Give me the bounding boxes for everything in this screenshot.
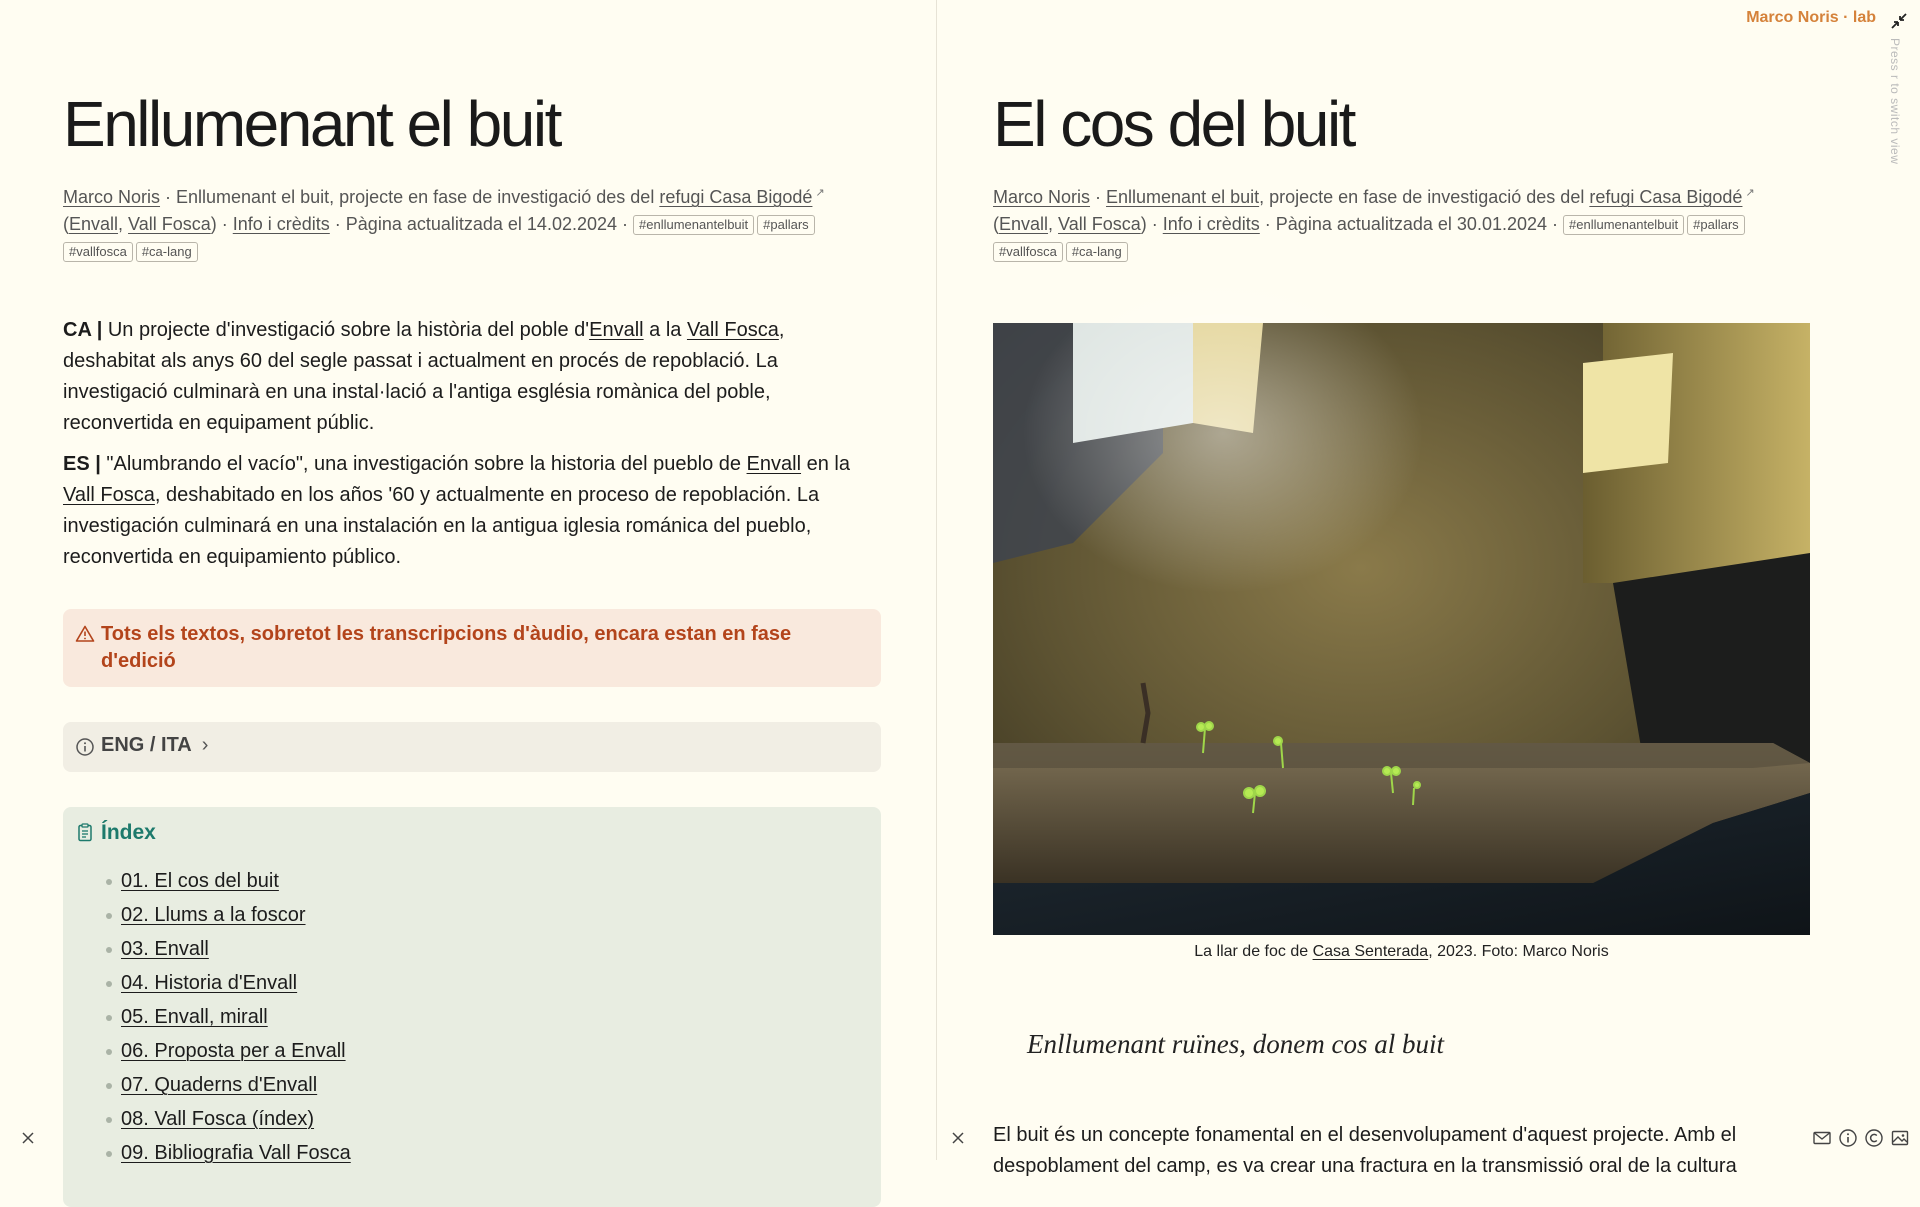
body-paragraph: El buit és un concepte fonamental en el desenvolupament d'aquest projecte. Amb el despoblament del camp, es va crear una fractura en la transmissió oral de la cultura bbox=[993, 1124, 1737, 1177]
index-item[interactable] bbox=[121, 1136, 867, 1170]
index-link[interactable]: 02. Llums a la foscor bbox=[121, 904, 306, 926]
text: , deshabitado en los años '60 y actualmente en proceso de repoblación. La investigación culminará en una instalación en la antigua iglesia románica del pueblo, reconvertida en equipamiento público. bbox=[63, 484, 820, 568]
envall-link[interactable]: Envall bbox=[589, 319, 644, 341]
index-item[interactable] bbox=[121, 864, 867, 898]
project-link[interactable]: Enllumenant el buit bbox=[1106, 187, 1260, 207]
index-item[interactable] bbox=[121, 1034, 867, 1068]
index-item[interactable] bbox=[121, 966, 867, 1000]
vall-fosca-link[interactable]: Vall Fosca bbox=[128, 214, 211, 234]
page-meta bbox=[63, 180, 881, 265]
warning-text: Tots els textos, sobretot les transcripcions d'àudio, encara estan en fase d'edició bbox=[101, 623, 792, 672]
credits-link[interactable]: Info i crèdits bbox=[1162, 214, 1260, 234]
fireplace-photo bbox=[993, 323, 1810, 935]
index-link[interactable]: 07. Quaderns d'Envall bbox=[121, 1074, 318, 1096]
envall-link[interactable]: Envall bbox=[999, 214, 1049, 234]
meta-paren: ( bbox=[63, 214, 69, 234]
left-pane-content bbox=[63, 86, 881, 1207]
left-pane bbox=[0, 0, 937, 1164]
meta-paren: ) · bbox=[1140, 214, 1163, 234]
text: a la bbox=[643, 319, 687, 341]
envall-link[interactable]: Envall bbox=[69, 214, 119, 234]
author-link[interactable]: Marco Noris bbox=[993, 187, 1091, 207]
meta-sep: · bbox=[1090, 187, 1107, 207]
text: , deshabitat als anys 60 del segle passat i actualment en procés de repoblació. La investigació culminarà en una instal·lació a l'antiga església romànica del poble, reconvertida en equipament públic. bbox=[63, 319, 785, 434]
external-link-icon: ↗ bbox=[815, 187, 825, 199]
index-item[interactable] bbox=[121, 1000, 867, 1034]
copyright-icon[interactable] bbox=[1864, 1128, 1884, 1148]
page-title: El cos del buit bbox=[993, 88, 1354, 160]
meta-comma: , bbox=[1048, 214, 1059, 234]
index-list bbox=[101, 864, 867, 1170]
lang-toggle-label[interactable]: ENG / ITA bbox=[101, 734, 192, 756]
chevron-right-icon[interactable]: › bbox=[201, 734, 209, 756]
updated-text: · Pàgina actualitzada el 14.02.2024 · bbox=[329, 214, 634, 234]
meta-text: · Enllumenant el buit, projecte en fase de investigació des del bbox=[160, 187, 660, 207]
text: "Alumbrando el vacío", una investigación sobre la historia del pueblo de bbox=[100, 453, 747, 475]
envall-link[interactable]: Envall bbox=[746, 453, 802, 475]
meta-paren: ) · bbox=[210, 214, 233, 234]
tag[interactable]: #ca-lang bbox=[136, 242, 198, 262]
image-icon[interactable] bbox=[1890, 1128, 1910, 1148]
credits-link[interactable]: Info i crèdits bbox=[232, 214, 330, 234]
clipboard-icon bbox=[75, 822, 95, 842]
refuge-link[interactable]: refugi Casa Bigodé bbox=[659, 187, 813, 207]
index-link[interactable]: 04. Historia d'Envall bbox=[121, 972, 298, 994]
tag[interactable]: #ca-lang bbox=[1066, 242, 1128, 262]
index-link[interactable]: 01. El cos del buit bbox=[121, 870, 279, 892]
footer-icons bbox=[1812, 1128, 1910, 1148]
index-item[interactable] bbox=[121, 1102, 867, 1136]
tag[interactable]: #enllumenantelbuit bbox=[633, 215, 754, 235]
casa-senterada-link[interactable]: Casa Senterada bbox=[1312, 943, 1429, 960]
updated-text: · Pàgina actualitzada el 30.01.2024 · bbox=[1259, 214, 1564, 234]
site-brand[interactable]: Marco Noris · lab bbox=[1746, 9, 1876, 26]
author-link[interactable]: Marco Noris bbox=[63, 187, 161, 207]
index-item[interactable] bbox=[121, 898, 867, 932]
external-link-icon: ↗ bbox=[1745, 187, 1755, 199]
index-callout bbox=[63, 807, 881, 1207]
lang-toggle-callout[interactable] bbox=[63, 722, 881, 772]
tag[interactable]: #pallars bbox=[757, 215, 815, 235]
switch-view-hint: Press r to switch view bbox=[1888, 38, 1902, 165]
tag[interactable]: #pallars bbox=[1687, 215, 1745, 235]
index-link[interactable]: 03. Envall bbox=[121, 938, 209, 960]
index-item[interactable] bbox=[121, 932, 867, 966]
vall-fosca-link[interactable]: Vall Fosca bbox=[1058, 214, 1141, 234]
page-meta bbox=[993, 180, 1810, 265]
index-link[interactable]: 06. Proposta per a Envall bbox=[121, 1040, 346, 1062]
tag[interactable]: #vallfosca bbox=[63, 242, 133, 262]
hero-photo[interactable] bbox=[993, 323, 1810, 935]
right-pane bbox=[938, 0, 1920, 1177]
caption-text: , 2023. Foto: Marco Noris bbox=[1428, 943, 1609, 960]
info-icon bbox=[75, 737, 95, 757]
meta-text: , projecte en fase de investigació des del bbox=[1259, 187, 1590, 207]
meta-paren: ( bbox=[993, 214, 999, 234]
photo-caption bbox=[993, 941, 1810, 963]
text: Un projecte d'investigació sobre la història del poble d' bbox=[102, 319, 590, 341]
tag[interactable]: #enllumenantelbuit bbox=[1563, 215, 1684, 235]
index-item[interactable] bbox=[121, 1068, 867, 1102]
vall-fosca-link[interactable]: Vall Fosca bbox=[686, 319, 779, 341]
index-link[interactable]: 08. Vall Fosca (índex) bbox=[121, 1108, 315, 1130]
close-pane-icon[interactable] bbox=[20, 1130, 36, 1146]
index-link[interactable]: 09. Bibliografia Vall Fosca bbox=[121, 1142, 351, 1164]
warning-icon bbox=[75, 624, 95, 644]
right-pane-content bbox=[993, 86, 1810, 1182]
caption-text: La llar de foc de bbox=[1194, 943, 1313, 960]
intro-ca bbox=[63, 315, 881, 439]
lang-label: ES | bbox=[63, 453, 101, 475]
warning-callout bbox=[63, 609, 881, 687]
text: en la bbox=[801, 453, 850, 475]
index-title: Índex bbox=[101, 821, 156, 844]
tag[interactable]: #vallfosca bbox=[993, 242, 1063, 262]
close-pane-icon[interactable] bbox=[950, 1130, 966, 1146]
lang-label: CA | bbox=[63, 319, 103, 341]
info-icon[interactable] bbox=[1838, 1128, 1858, 1148]
mail-icon[interactable] bbox=[1812, 1128, 1832, 1148]
meta-comma: , bbox=[118, 214, 129, 234]
pull-quote: Enllumenant ruïnes, donem cos al buit bbox=[1027, 1029, 1444, 1059]
vall-fosca-link[interactable]: Vall Fosca bbox=[63, 484, 155, 506]
index-link[interactable]: 05. Envall, mirall bbox=[121, 1006, 268, 1028]
refuge-link[interactable]: refugi Casa Bigodé bbox=[1589, 187, 1743, 207]
page-title: Enllumenant el buit bbox=[63, 88, 560, 160]
intro-es bbox=[63, 449, 881, 573]
